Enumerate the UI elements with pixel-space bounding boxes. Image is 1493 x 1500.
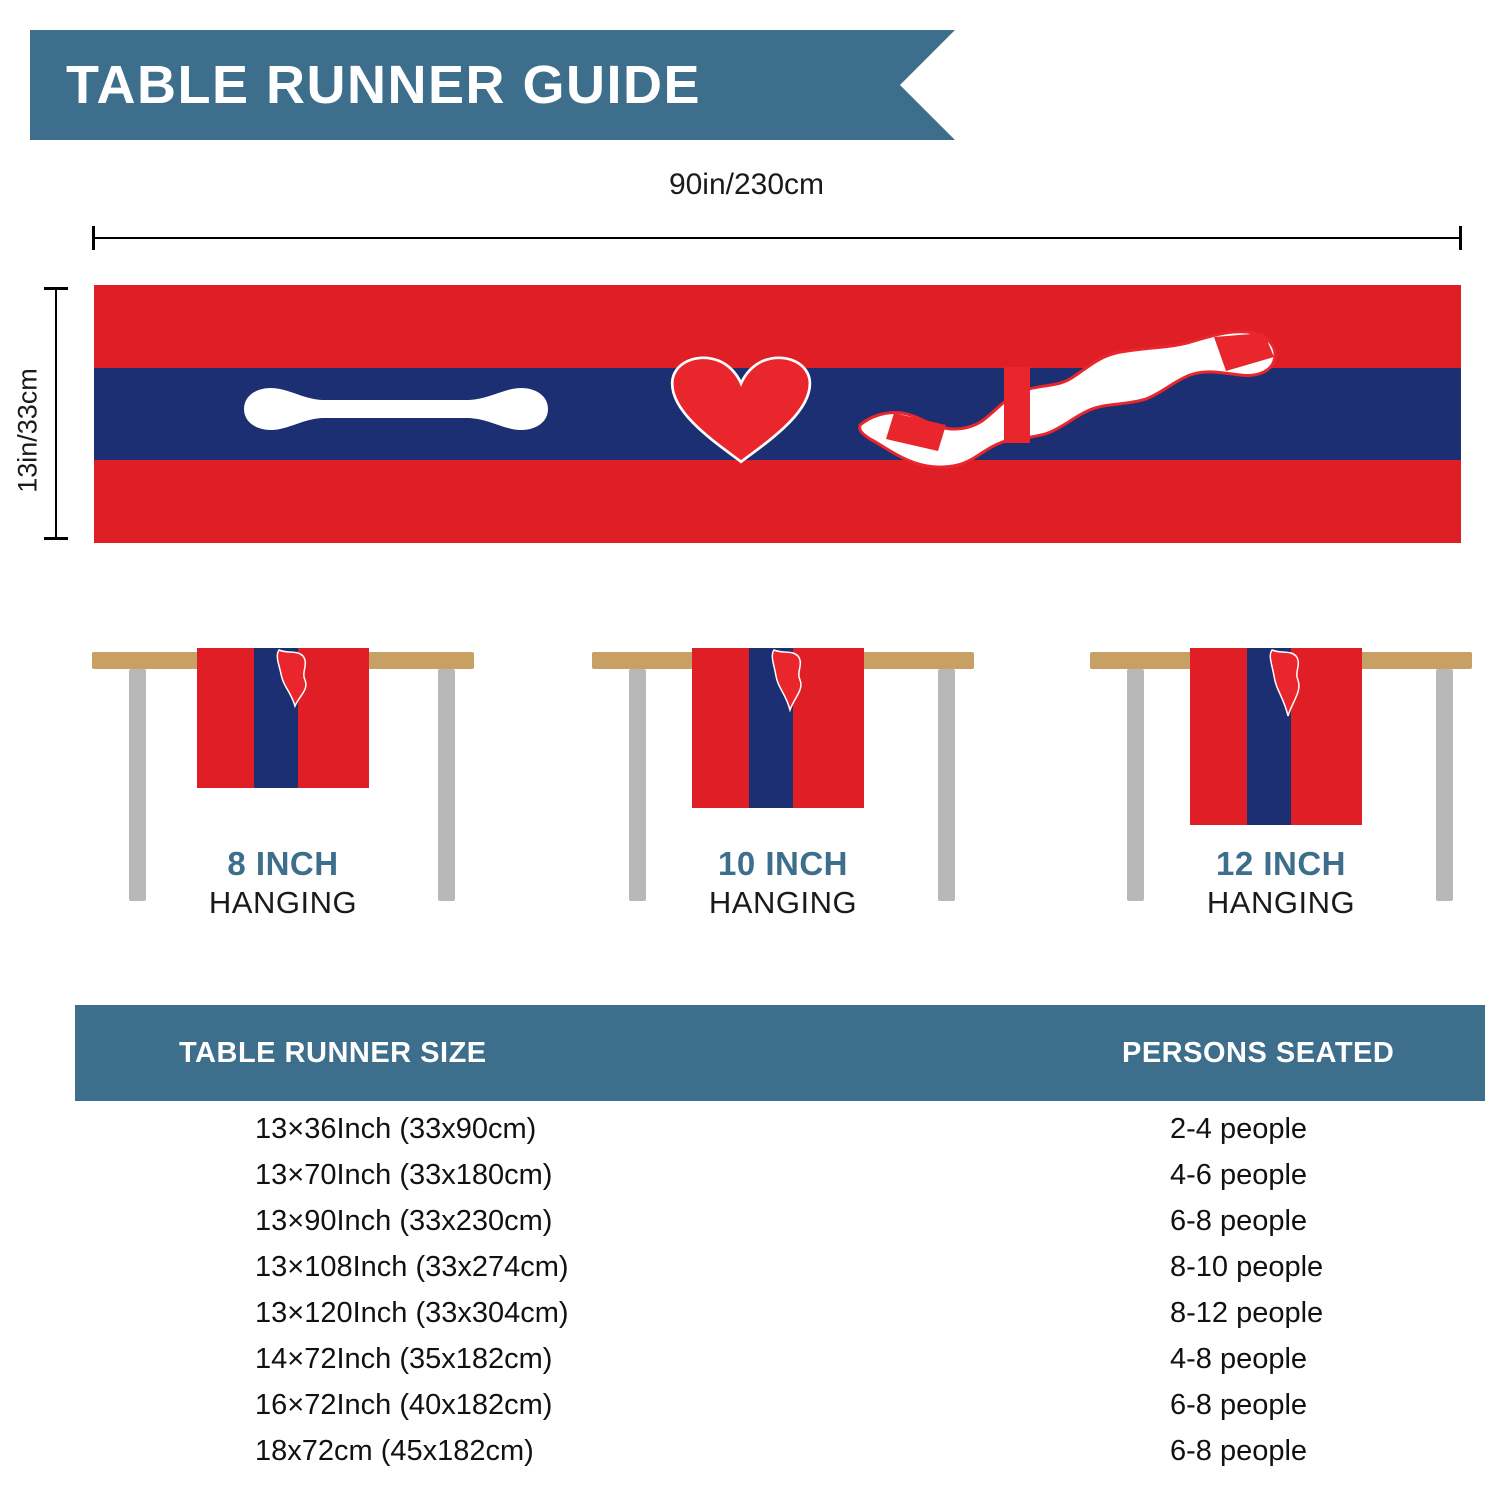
hanging-sub-label: HANGING xyxy=(708,885,858,920)
size-table-body xyxy=(75,1101,1485,1481)
cell-persons: 6-8 people xyxy=(1170,1435,1308,1467)
hanging-runner-artwork xyxy=(692,648,864,808)
size-table-header xyxy=(75,1005,1485,1101)
hanging-runner xyxy=(1190,648,1362,825)
column-header-persons: PERSONS SEATED xyxy=(1122,1037,1395,1069)
runner-artwork xyxy=(94,285,1461,543)
hanging-example-8inch xyxy=(92,640,492,940)
hanging-sub-label: HANGING xyxy=(1206,885,1356,920)
runner-preview xyxy=(94,285,1461,543)
cell-size: 13×108Inch (33x274cm) xyxy=(255,1251,569,1283)
length-dimension-label: 90in/230cm xyxy=(668,168,825,201)
hanging-size-label: 12 INCH xyxy=(1215,845,1347,882)
hanging-runner xyxy=(197,648,369,788)
cell-size: 18x72cm (45x182cm) xyxy=(255,1435,534,1467)
hanging-caption xyxy=(92,845,474,921)
cell-persons: 6-8 people xyxy=(1170,1205,1308,1237)
cell-size: 13×120Inch (33x304cm) xyxy=(255,1297,569,1329)
cell-size: 14×72Inch (35x182cm) xyxy=(255,1343,553,1375)
hanging-example-12inch xyxy=(1090,640,1490,940)
table-row xyxy=(75,1159,1485,1205)
cell-persons: 8-10 people xyxy=(1170,1251,1324,1283)
cell-size: 16×72Inch (40x182cm) xyxy=(255,1389,553,1421)
page-title: TABLE RUNNER GUIDE xyxy=(66,55,702,115)
hanging-caption xyxy=(592,845,974,921)
hanging-size-label: 8 INCH xyxy=(227,845,339,882)
cell-persons: 8-12 people xyxy=(1170,1297,1324,1329)
cell-size: 13×90Inch (33x230cm) xyxy=(255,1205,553,1237)
table-row xyxy=(75,1205,1485,1251)
hanging-caption xyxy=(1090,845,1472,921)
size-table xyxy=(75,1005,1485,1493)
table-row xyxy=(75,1113,1485,1159)
cell-size: 13×70Inch (33x180cm) xyxy=(255,1159,553,1191)
table-row xyxy=(75,1435,1485,1481)
column-header-size: TABLE RUNNER SIZE xyxy=(179,1037,487,1069)
table-row xyxy=(75,1343,1485,1389)
hanging-sub-label: HANGING xyxy=(208,885,358,920)
hanging-size-label: 10 INCH xyxy=(717,845,849,882)
table-row xyxy=(75,1297,1485,1343)
length-dimension-rule xyxy=(92,237,1462,239)
cell-size: 13×36Inch (33x90cm) xyxy=(255,1113,537,1145)
header-banner xyxy=(30,30,900,140)
cell-persons: 4-8 people xyxy=(1170,1343,1308,1375)
table-row xyxy=(75,1251,1485,1297)
hanging-example-10inch xyxy=(592,640,992,940)
table-row xyxy=(75,1389,1485,1435)
cell-persons: 4-6 people xyxy=(1170,1159,1308,1191)
width-dimension-rule xyxy=(55,287,57,540)
hanging-runner xyxy=(692,648,864,808)
cell-persons: 6-8 people xyxy=(1170,1389,1308,1421)
width-dimension-label: 13in/33cm xyxy=(12,368,43,493)
hanging-runner-artwork xyxy=(1190,648,1362,825)
cell-persons: 2-4 people xyxy=(1170,1113,1308,1145)
hanging-runner-artwork xyxy=(197,648,369,788)
